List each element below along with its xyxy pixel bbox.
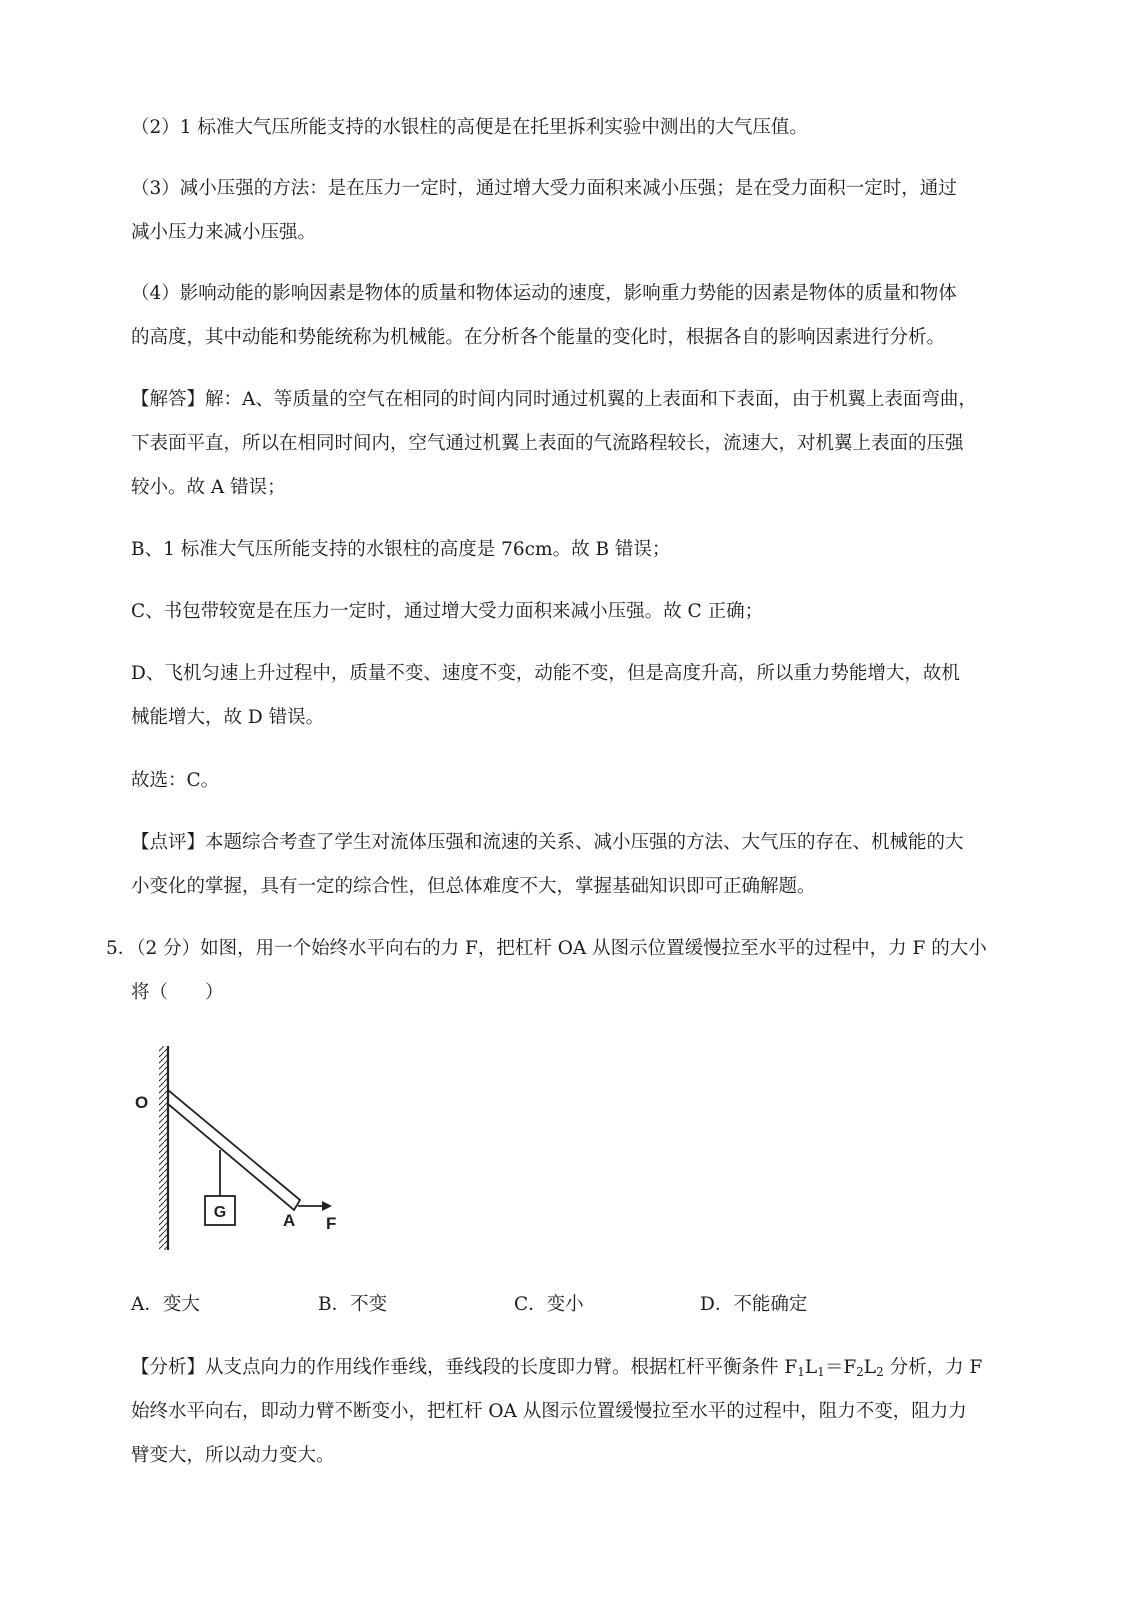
answer-option-c: C、书包带较宽是在压力一定时，通过增大受力面积来减小压强。故 C 正确； <box>131 601 764 622</box>
analysis-subscript-3: 2 <box>856 1365 864 1379</box>
analysis-subscript-1: 1 <box>797 1365 805 1379</box>
paragraph-analysis-2: （2）1 标准大气压所能支持的水银柱的高便是在托里拆利实验中测出的大气压值。 <box>131 117 808 138</box>
analysis-line1 <box>131 1355 982 1385</box>
answer-option-b: B、1 标准大气压所能支持的水银柱的高度是 76cm。故 B 错误； <box>131 539 671 560</box>
analysis-subscript-2: 1 <box>817 1365 825 1379</box>
paragraph-analysis-4-line1: （4）影响动能的影响因素是物体的质量和物体运动的速度，影响重力势能的因素是物体的质量和物体 <box>131 283 957 304</box>
wall-hatch <box>159 1046 168 1250</box>
review-line2: 小变化的掌握，具有一定的综合性，但总体难度不大，掌握基础知识即可正确解题。 <box>131 876 816 897</box>
option-b: B．不变 <box>318 1294 388 1315</box>
question5-line1: 5．（2 分）如图，用一个始终水平向右的力 F，把杠杆 OA 从图示位置缓慢拉至水平的过程中，力 F 的大小 <box>106 938 987 959</box>
question5-line2: 将（ ） <box>131 982 224 1003</box>
force-label-f: F <box>326 1214 337 1233</box>
option-a: A．变大 <box>131 1294 200 1315</box>
review-line1: 【点评】本题综合考查了学生对流体压强和流速的关系、减小压强的方法、大气压的存在、机械能的大 <box>131 832 964 853</box>
analysis-subscript-4: 2 <box>876 1365 884 1379</box>
end-label-a: A <box>283 1211 296 1230</box>
analysis-line1-text-c: ＝F <box>824 1357 857 1378</box>
lever-diagram <box>128 1040 358 1260</box>
paragraph-analysis-4-line2: 的高度，其中动能和势能统称为机械能。在分析各个能量的变化时，根据各自的影响因素进行分析。 <box>131 327 946 348</box>
weight-label: G <box>213 1204 227 1221</box>
analysis-line1-text-b: L <box>804 1357 818 1378</box>
option-d: D．不能确定 <box>700 1294 808 1315</box>
option-c: C．变小 <box>514 1294 584 1315</box>
answer-line1: 【解答】解：A、等质量的空气在相同的时间内同时通过机翼的上表面和下表面，由于机翼上表面弯曲， <box>131 389 977 410</box>
force-arrowhead <box>322 1201 332 1211</box>
analysis-line3: 臂变大，所以动力变大。 <box>131 1445 335 1466</box>
answer-line2: 下表面平直，所以在相同时间内，空气通过机翼上表面的气流路程较长，流速大，对机翼上表面的压强 <box>131 433 964 454</box>
analysis-line1-text-a: 【分析】从支点向力的作用线作垂线，垂线段的长度即力臂。根据杠杆平衡条件 F <box>131 1357 798 1378</box>
analysis-line1-text-d: L <box>863 1357 877 1378</box>
analysis-line2: 始终水平向右，即动力臂不断变小，把杠杆 OA 从图示位置缓慢拉至水平的过程中，阻力不变，阻力力 <box>131 1401 967 1422</box>
answer-line3: 较小。故 A 错误； <box>131 477 286 498</box>
analysis-line1-text-e: 分析，力 F <box>883 1357 983 1378</box>
lever-bar <box>168 1090 300 1210</box>
pivot-label-o: O <box>135 1093 149 1112</box>
answer-option-d-line1: D、飞机匀速上升过程中，质量不变、速度不变，动能不变，但是高度升高，所以重力势能增大，故机 <box>131 663 960 684</box>
paragraph-analysis-3-line1: （3）减小压强的方法：是在压力一定时，通过增大受力面积来减小压强；是在受力面积一定时，通过 <box>131 178 957 199</box>
paragraph-analysis-3-line2: 减小压力来减小压强。 <box>131 222 317 243</box>
answer-option-d-line2: 械能增大，故 D 错误。 <box>131 707 325 728</box>
choice-result: 故选：C。 <box>131 770 220 791</box>
